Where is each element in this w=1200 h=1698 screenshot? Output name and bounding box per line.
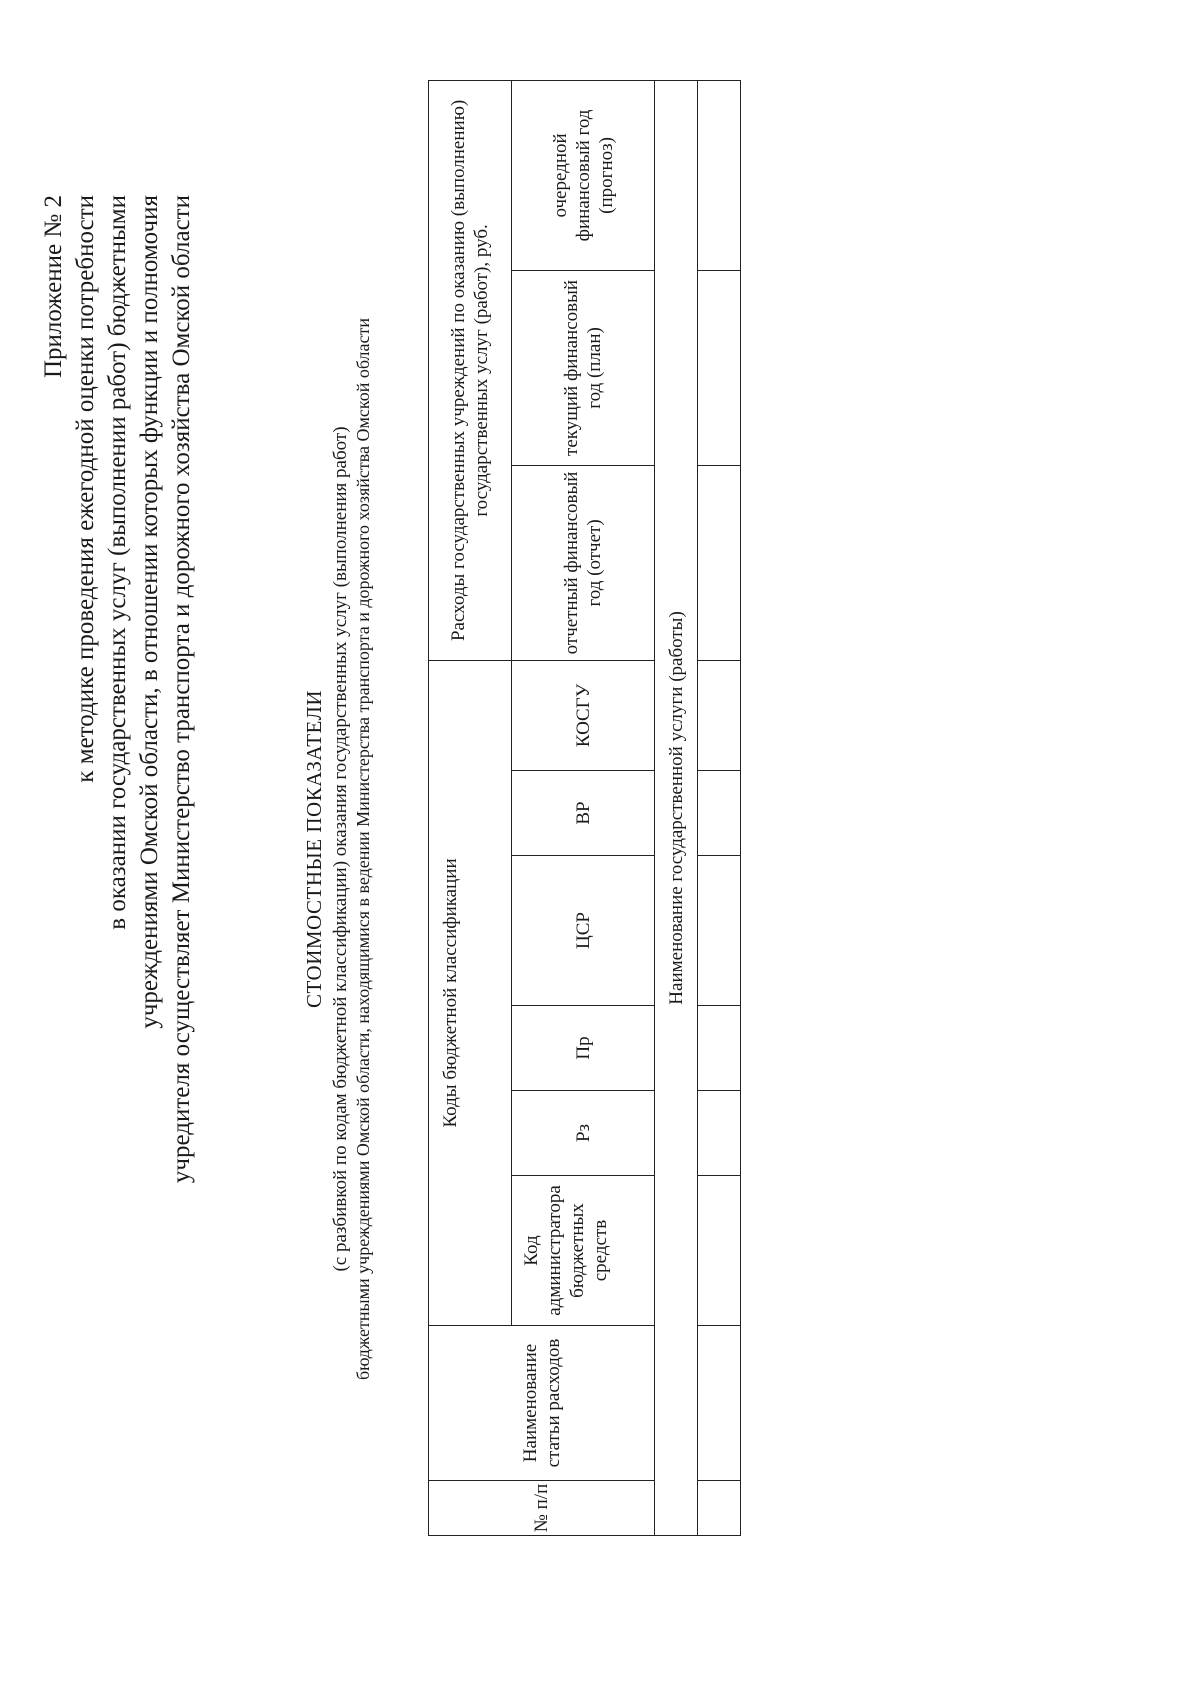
- column-header-report-year: отчетный финансовый год (отчет): [512, 465, 655, 660]
- column-header-csr: ЦСР: [512, 856, 655, 1006]
- header-line: к методике проведения ежегодной оценки потребности: [72, 195, 99, 783]
- column-header-admin-code: Код администратора бюджетных средств: [512, 1176, 655, 1326]
- group-header-expenses: Расходы государственных учреждений по оказанию (выполнению) государственных услуг (работ), руб.: [429, 80, 512, 660]
- column-header-pr: Пр: [512, 1006, 655, 1091]
- header-line: учредителя осуществляет Министерство транспорта и дорожного хозяйства Омской области: [168, 195, 195, 1184]
- column-header-vr: ВР: [512, 771, 655, 856]
- group-header-budget-codes: Коды бюджетной классификации: [429, 660, 512, 1325]
- column-header-expense-item: Наименование статьи расходов: [429, 1326, 655, 1481]
- cost-indicators-table: [428, 80, 741, 1536]
- header-line: учреждениями Омской области, в отношении которых функции и полномочия: [136, 195, 163, 1029]
- column-header-number: № п/п: [429, 1481, 655, 1536]
- column-header-kosgu: КОСГУ: [512, 660, 655, 770]
- header-line: в оказании государственных услуг (выполнении работ) бюджетными: [104, 195, 131, 930]
- column-header-current-year: текущий финансовый год (план): [512, 270, 655, 465]
- column-header-next-year: очередной финансовый год (прогноз): [512, 80, 655, 270]
- appendix-number: Приложение № 2: [40, 195, 67, 379]
- document-subtitle: бюджетными учреждениями Омской области, находящимися в ведении Министерства транспорта и дорожного хозяйства Омской области: [353, 317, 373, 1381]
- service-name-row: Наименование государственной услуги (работы): [655, 80, 698, 1535]
- column-header-rz: Рз: [512, 1091, 655, 1176]
- table-row: [698, 80, 741, 1535]
- document-title: СТОИМОСТНЫЕ ПОКАЗАТЕЛИ: [302, 690, 326, 1008]
- document-subtitle: (с разбивкой по кодам бюджетной классификации) оказания государственных услуг (выполнения работ): [330, 426, 351, 1272]
